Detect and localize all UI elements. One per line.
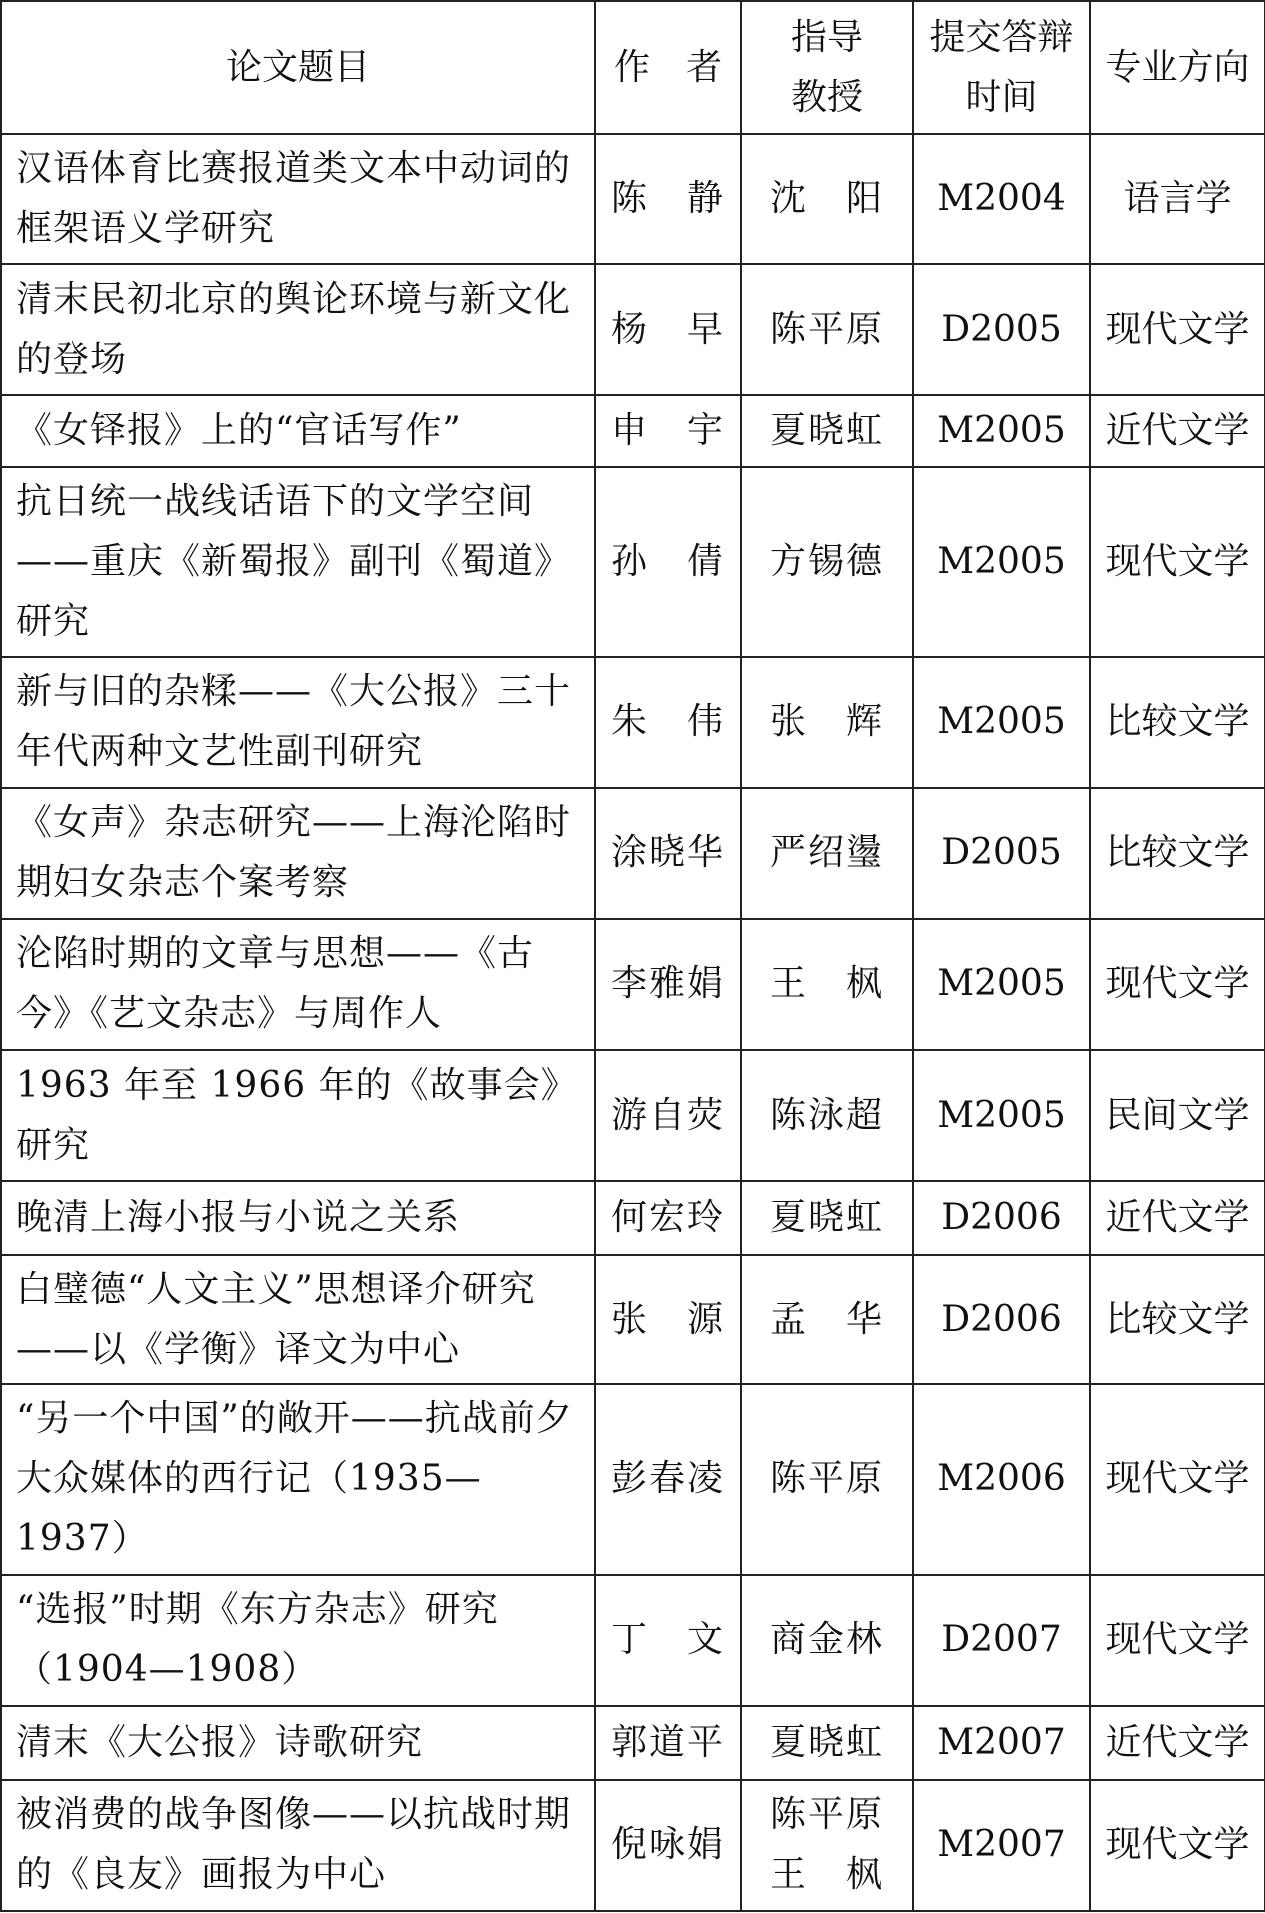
- field: 现代文学: [1090, 467, 1265, 656]
- table-row: [1, 134, 1265, 264]
- thesis-author: 何宏玲: [595, 1181, 741, 1255]
- field: 现代文学: [1090, 1384, 1265, 1574]
- field: 现代文学: [1090, 264, 1265, 395]
- thesis-author: 郭道平: [595, 1706, 741, 1780]
- thesis-adviser: 陈平原: [741, 1384, 913, 1574]
- thesis-adviser: 严绍璗: [741, 788, 913, 919]
- header-adviser: 指导 教授: [741, 1, 913, 134]
- thesis-title: 汉语体育比赛报道类文本中动词的框架语义学研究: [1, 134, 595, 264]
- thesis-author: 孙 倩: [595, 467, 741, 656]
- thesis-author: 李雅娟: [595, 919, 741, 1050]
- thesis-adviser: 张 辉: [741, 657, 913, 788]
- thesis-author: 张 源: [595, 1255, 741, 1384]
- field: 比较文学: [1090, 788, 1265, 919]
- field: 比较文学: [1090, 657, 1265, 788]
- thesis-title: 清末民初北京的舆论环境与新文化的登场: [1, 264, 595, 395]
- field: 现代文学: [1090, 1575, 1265, 1706]
- thesis-title: 《女铎报》上的“官话写作”: [1, 395, 595, 467]
- thesis-author: 丁 文: [595, 1575, 741, 1706]
- table-row: [1, 1575, 1265, 1706]
- table-row: [1, 788, 1265, 919]
- thesis-adviser: 王 枫: [741, 919, 913, 1050]
- defense-time: D2005: [913, 788, 1090, 919]
- field: 近代文学: [1090, 395, 1265, 467]
- defense-time: M2005: [913, 467, 1090, 656]
- thesis-adviser: 孟 华: [741, 1255, 913, 1384]
- field: 近代文学: [1090, 1181, 1265, 1255]
- defense-time: M2005: [913, 1050, 1090, 1181]
- defense-time: M2007: [913, 1706, 1090, 1780]
- thesis-author: 杨 早: [595, 264, 741, 395]
- table-row: [1, 1706, 1265, 1780]
- thesis-author: 涂晓华: [595, 788, 741, 919]
- defense-time: M2006: [913, 1384, 1090, 1574]
- table-row: [1, 264, 1265, 395]
- defense-time: D2006: [913, 1181, 1090, 1255]
- defense-time: D2006: [913, 1255, 1090, 1384]
- header-author: 作 者: [595, 1, 741, 134]
- thesis-adviser: 沈 阳: [741, 134, 913, 264]
- thesis-title: 沦陷时期的文章与思想——《古今》《艺文杂志》与周作人: [1, 919, 595, 1050]
- thesis-title: 新与旧的杂糅——《大公报》三十年代两种文艺性副刊研究: [1, 657, 595, 788]
- thesis-title: 被消费的战争图像——以抗战时期的《良友》画报为中心: [1, 1780, 595, 1911]
- defense-time: D2007: [913, 1575, 1090, 1706]
- field: 比较文学: [1090, 1255, 1265, 1384]
- defense-time: M2005: [913, 657, 1090, 788]
- table-row: [1, 657, 1265, 788]
- defense-time: M2005: [913, 919, 1090, 1050]
- defense-time: M2005: [913, 395, 1090, 467]
- thesis-adviser: 陈平原 王 枫: [741, 1780, 913, 1911]
- thesis-title: “选报”时期《东方杂志》研究（1904—1908）: [1, 1575, 595, 1706]
- header-field: 专业方向: [1090, 1, 1265, 134]
- thesis-adviser: 夏晓虹: [741, 1181, 913, 1255]
- field: 语言学: [1090, 134, 1265, 264]
- thesis-adviser: 陈泳超: [741, 1050, 913, 1181]
- thesis-author: 陈 静: [595, 134, 741, 264]
- field: 近代文学: [1090, 1706, 1265, 1780]
- table-row: [1, 1255, 1265, 1384]
- thesis-author: 彭春凌: [595, 1384, 741, 1574]
- thesis-adviser: 夏晓虹: [741, 395, 913, 467]
- defense-time: M2007: [913, 1780, 1090, 1911]
- thesis-title: 清末《大公报》诗歌研究: [1, 1706, 595, 1780]
- thesis-author: 朱 伟: [595, 657, 741, 788]
- field: 现代文学: [1090, 919, 1265, 1050]
- thesis-adviser: 商金林: [741, 1575, 913, 1706]
- thesis-title: “另一个中国”的敞开——抗战前夕大众媒体的西行记（1935—1937）: [1, 1384, 595, 1574]
- header-row: [1, 1, 1265, 134]
- defense-time: M2004: [913, 134, 1090, 264]
- table-row: [1, 467, 1265, 656]
- thesis-title: 白璧德“人文主义”思想译介研究——以《学衡》译文为中心: [1, 1255, 595, 1384]
- thesis-title: 《女声》杂志研究——上海沦陷时期妇女杂志个案考察: [1, 788, 595, 919]
- table-row: [1, 1050, 1265, 1181]
- thesis-adviser: 夏晓虹: [741, 1706, 913, 1780]
- thesis-author: 申 宇: [595, 395, 741, 467]
- table-row: [1, 1384, 1265, 1574]
- header-title: 论文题目: [1, 1, 595, 134]
- thesis-author: 游自荧: [595, 1050, 741, 1181]
- thesis-adviser: 陈平原: [741, 264, 913, 395]
- thesis-title: 1963 年至 1966 年的《故事会》研究: [1, 1050, 595, 1181]
- thesis-author: 倪咏娟: [595, 1780, 741, 1911]
- field: 民间文学: [1090, 1050, 1265, 1181]
- table-row: [1, 1780, 1265, 1911]
- table-row: [1, 1181, 1265, 1255]
- thesis-title: 晚清上海小报与小说之关系: [1, 1181, 595, 1255]
- thesis-adviser: 方锡德: [741, 467, 913, 656]
- thesis-title: 抗日统一战线话语下的文学空间——重庆《新蜀报》副刊《蜀道》研究: [1, 467, 595, 656]
- header-defense-time: 提交答辩 时间: [913, 1, 1090, 134]
- field: 现代文学: [1090, 1780, 1265, 1911]
- table-row: [1, 919, 1265, 1050]
- table-row: [1, 395, 1265, 467]
- defense-time: D2005: [913, 264, 1090, 395]
